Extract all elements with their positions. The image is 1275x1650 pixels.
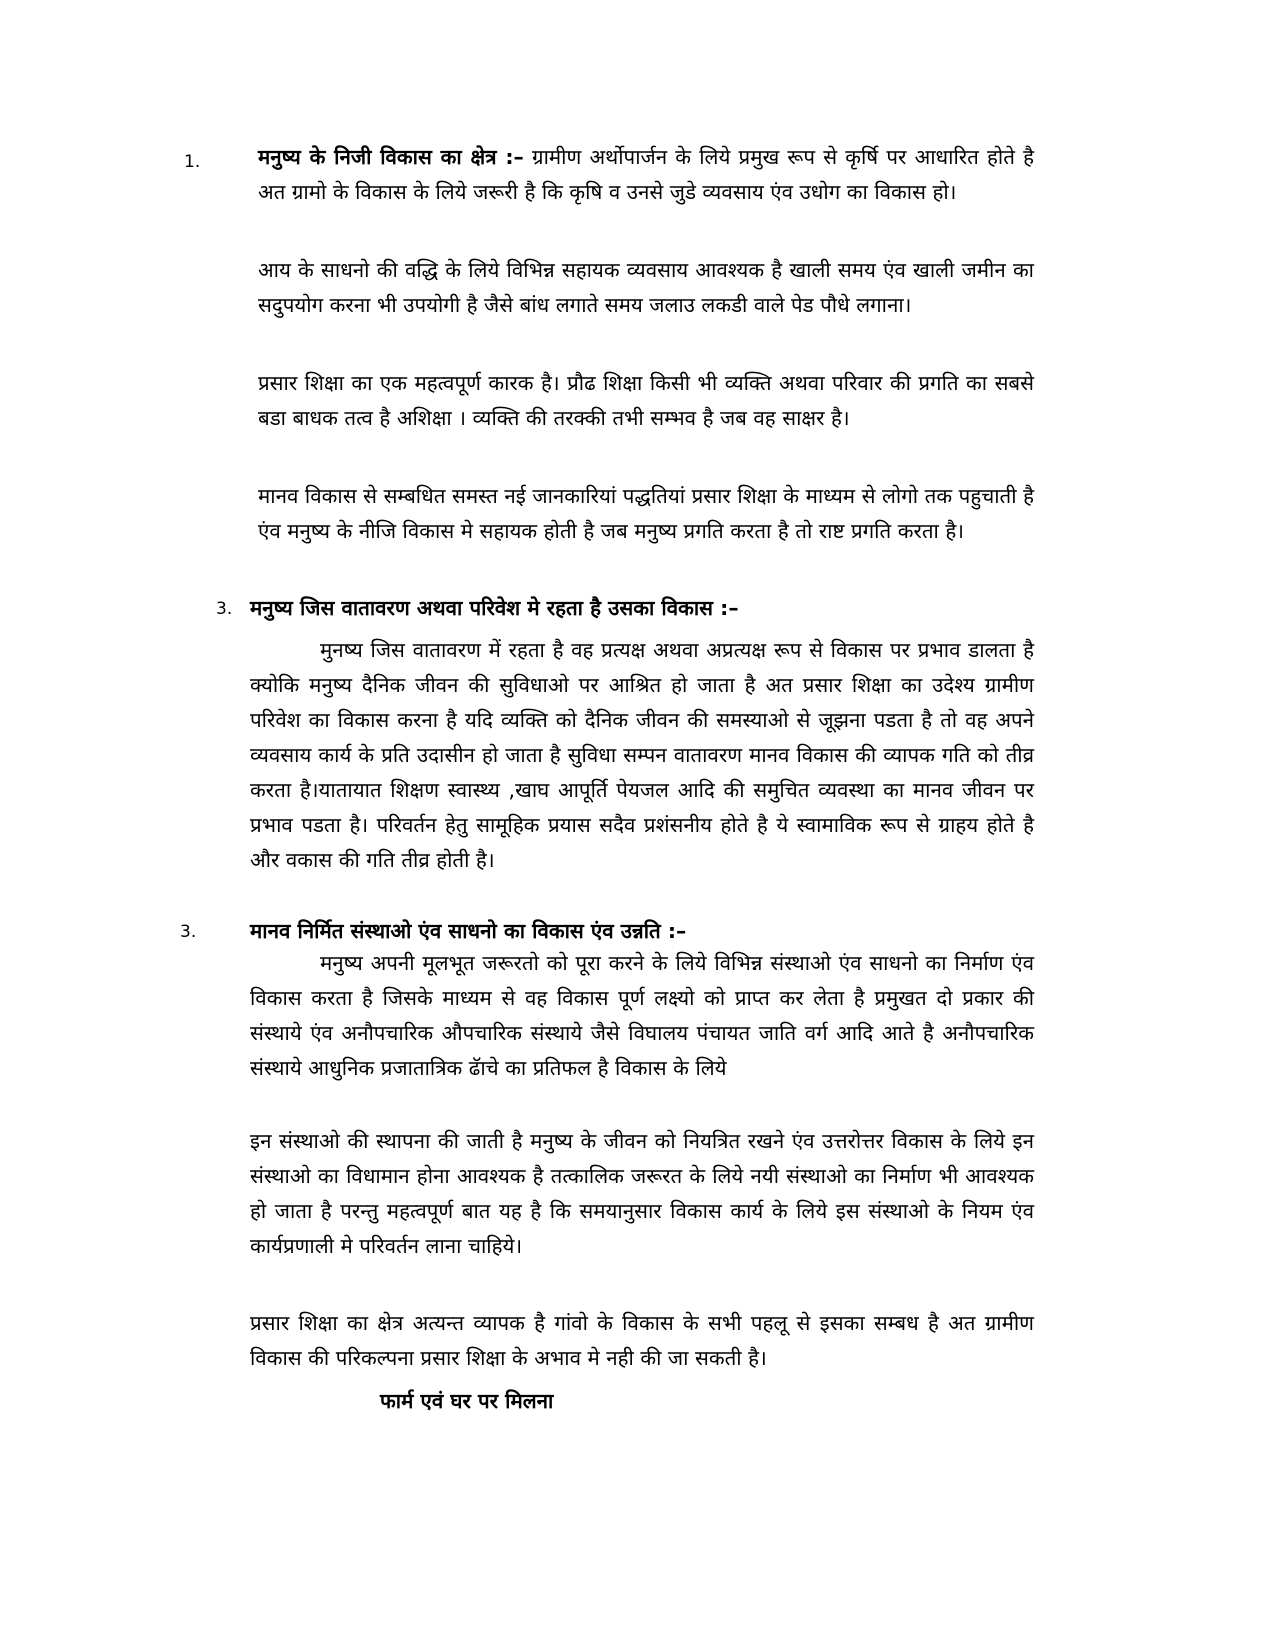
section-1-paragraph <box>258 140 1034 210</box>
section-2-text: मुनष्य जिस वातावरण में रहता है वह प्रत्यक्ष अथवा अप्रत्यक्ष रूप से विकास पर प्रभाव डालता है क्योकि मनुष्य दैनिक जीवन की सुविधाओ पर आश्रित हो जाता है अत प्रसार शिक्षा का उदेश्य ग्रामीण परिवेश का विकास करना है यदि व्यक्ति को दैनिक जीवन की समस्याओ से जूझना पडता है तो वह अपने व्यवसाय कार्य के प्रति उदासीन हो जाता है सुविधा सम्पन वातावरण मानव विकास की व्यापक गति को तीव्र करता है।यातायात शिक्षण स्वास्थ्य ,खाघ आपूर्ति पेयजल आदि की समुचित व्यवस्था का मानव जीवन पर प्रभाव पडता है। परिवर्तन हेतु सामूहिक प्रयास सदैव प्रशंसनीय होते है ये स्वामाविक रूप से ग्राहय होते है और वकास की गति तीव्र होती है। <box>250 638 1034 872</box>
section-1-text: ग्रामीण अर्थोपार्जन के लिये प्रमुख रूप से कृर्षि पर आधारित होते है अत ग्रामो के विकास के लिये जरूरी है कि कृषि व उनसे जुडे व्यवसाय एंव उधोग का विकास हो। <box>258 145 1034 204</box>
section-3-number: 3. <box>180 922 197 942</box>
section-3-text: मनुष्य अपनी मूलभूत जरूरतो को पूरा करने के लिये विभिन्न संस्थाओ एंव साधनो का निर्माण एंव विकास करता है जिसके माध्यम से वह विकास पूर्ण लक्ष्यो को प्राप्त कर लेता है प्रमुखत दो प्रकार की संस्थाये एंव अनौपचारिक औपचारिक संस्थाये जैसे विघालय पंचायत जाति वर्ग आदि आते है अनौपचारिक संस्थाये आधुनिक प्रजातात्रिक ढॅाचे का प्रतिफल है विकास के लिये <box>250 951 1034 1080</box>
section-1-number: 1. <box>184 152 201 172</box>
section-2-number: 3. <box>216 599 233 619</box>
section-1-title: मनुष्य के निजी विकास का क्षेत्र :– <box>258 145 524 169</box>
paragraph-human-development: मानव विकास से सम्बधित समस्त नई जानकारियां पद्धतियां प्रसार शिक्षा के माध्यम से लोगो तक पहुचाती है एंव मनुष्य के नीजि विकास मे सहायक होती है जब मनुष्य प्रगति करता है तो राष्ट प्रगति करता है। <box>258 484 1034 543</box>
section-3-title: मानव निर्मित संस्थाओ एंव साधनो का विकास एंव उन्नति :– <box>250 919 687 943</box>
paragraph-institutions: इन संस्थाओ की स्थापना की जाती है मनुष्य के जीवन को नियत्रित रखने एंव उत्तरोत्तर विकास के लिये इन संस्थाओ का विधामान होना आवश्यक है तत्कालिक जरूरत के लिये नयी संस्थाओ का निर्माण भी आवश्यक हो जाता है परन्तु महत्वपूर्ण बात यह है कि समयानुसार विकास कार्य के लिये इस संस्थाओ के नियम एंव कार्यप्रणाली मे परिवर्तन लाना चाहिये। <box>250 1129 1034 1258</box>
paragraph-adult-education: प्रसार शिक्षा का एक महत्वपूर्ण कारक है। प्रौढ शिक्षा किसी भी व्यक्ति अथवा परिवार की प्रगति का सबसे बडा बाधक तत्व है अशिक्षा । व्यक्ति की तरक्की तभी सम्भव है जब वह साक्षर है। <box>258 371 1034 430</box>
section-2-title: मनुष्य जिस वातावरण अथवा परिवेश मे रहता है उसका विकास :– <box>250 596 739 620</box>
paragraph-extension-scope: प्रसार शिक्षा का क्षेत्र अत्यन्त व्यापक है गांवो के विकास के सभी पहलू से इसका सम्बध है अत ग्रामीण विकास की परिकल्पना प्रसार शिक्षा के अभाव मे नही की जा सकती है। <box>250 1311 1034 1370</box>
paragraph-income: आय के साधनो की वद्धि के लिये विभिन्न सहायक व्यवसाय आवश्यक है खाली समय एंव खाली जमीन का सदुपयोग करना भी उपयोगी है जैसे बांध लगाते समय जलाउ लकडी वाले पेड पौधे लगाना। <box>258 258 1034 317</box>
final-heading: फार्म एवं घर पर मिलना <box>380 1389 554 1413</box>
